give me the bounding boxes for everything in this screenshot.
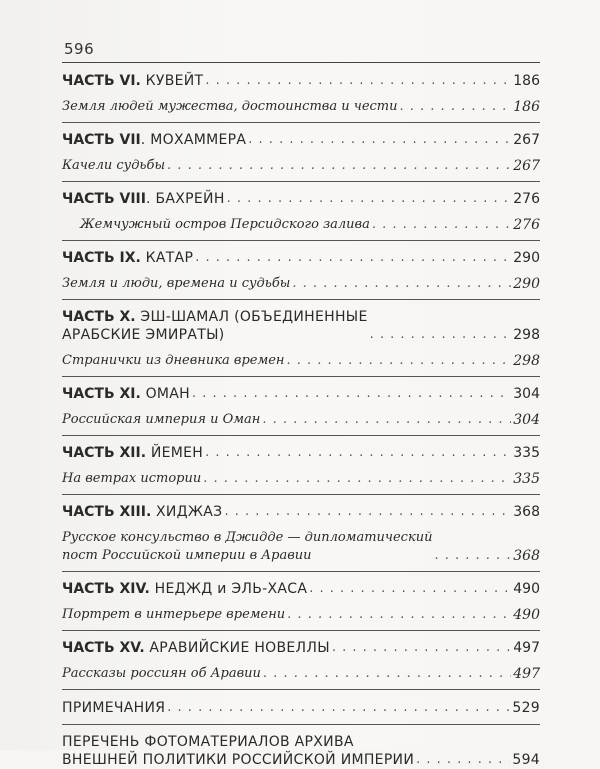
leader-dots [205,72,511,90]
toc-chapter-8 [62,212,540,241]
leader-dots [372,216,511,234]
part-label: ЧАСТЬ XV. [62,640,145,656]
part-name: ХИДЖАЗ [151,504,223,520]
part-label: ЧАСТЬ X. [62,309,136,325]
section-title-continued: ВНЕШНЕЙ ПОЛИТИКИ РОССИЙСКОЙ ИМПЕРИИ [62,752,415,768]
page-ref: 497 [513,666,540,682]
part-name: АРАВИЙСКИЕ НОВЕЛЛЫ [144,640,330,656]
toc-part-7 [62,123,540,153]
page-ref: 290 [513,276,540,292]
page-ref: 368 [513,548,540,564]
page-ref: 298 [513,353,540,369]
toc-chapter-15 [62,661,540,690]
toc-part-11 [62,377,540,407]
part-name: КАТАР [140,250,194,266]
toc-chapter-9 [62,271,540,300]
toc-chapter-12 [62,466,540,495]
page-ref: 529 [512,700,540,716]
page-ref: 490 [513,607,540,623]
page-ref: 186 [513,99,540,115]
leader-dots [192,385,511,403]
toc-chapter-14 [62,602,540,631]
toc-part-15 [62,631,540,661]
part-label: ЧАСТЬ VII [62,132,141,148]
toc-part-14 [62,572,540,602]
leader-dots [370,326,512,344]
part-name: ЭШ-ШАМАЛ (ОБЪЕДИНЕННЫЕ [135,309,368,325]
page-ref: 368 [513,504,540,520]
chapter-title: На ветрах истории [62,471,202,486]
part-name: ОМАН [140,386,190,402]
page-ref: 594 [512,752,540,768]
section-title: ПРИМЕЧАНИЯ [62,700,166,716]
part-label: ЧАСТЬ VI. [62,73,141,89]
toc-notes [62,690,540,725]
chapter-title: Портрет в интерьере времени [62,607,286,622]
toc-chapter-7 [62,153,540,182]
page-ref: 267 [513,132,540,148]
part-label: ЧАСТЬ XIII. [62,504,152,520]
chapter-title: Жемчужный остров Персидского залива [80,217,370,232]
leader-dots [227,190,512,208]
leader-dots [248,131,511,149]
section-title: ПЕРЕЧЕНЬ ФОТОМАТЕРИАЛОВ АРХИВА [62,734,354,750]
leader-dots [287,352,512,370]
table-of-contents [62,64,540,769]
chapter-title: Рассказы россиян об Аравии [62,666,261,681]
part-label: ЧАСТЬ VIII [62,191,146,207]
leader-dots [332,639,511,657]
leader-dots [400,98,512,116]
leader-dots [287,606,511,624]
leader-dots [205,444,511,462]
leader-dots [262,411,511,429]
page-number: 596 [64,40,95,58]
part-label: ЧАСТЬ XI. [62,386,141,402]
toc-part-6 [62,64,540,94]
chapter-title: Русское консульство в Джидде — дипломатический [62,530,433,545]
page-ref: 186 [513,73,540,89]
leader-dots [434,547,511,565]
page-ref: 335 [513,471,540,487]
chapter-title-continued: пост Российской империи в Аравии [62,548,312,563]
page-ref: 298 [513,327,540,343]
toc-part-8 [62,182,540,212]
leader-dots [263,665,511,683]
leader-dots [416,751,510,769]
part-name-continued: АРАБСКИЕ ЭМИРАТЫ) [62,327,225,343]
header-rule [62,62,540,63]
leader-dots [167,699,510,717]
page-ref: 490 [513,581,540,597]
page-ref: 497 [513,640,540,656]
toc-part-10 [62,300,540,348]
toc-chapter-13 [62,525,540,572]
leader-dots [167,157,511,175]
page-ref: 290 [513,250,540,266]
toc-photo-list [62,725,540,769]
chapter-title: Земля и люди, времена и судьбы [62,276,291,291]
page-ref: 267 [513,158,540,174]
part-name: . МОХАММЕРА [140,132,247,148]
toc-part-13 [62,495,540,525]
page-ref: 335 [513,445,540,461]
leader-dots [309,580,511,598]
part-label: ЧАСТЬ IX. [62,250,141,266]
part-name: КУВЕЙТ [140,73,204,89]
part-name: . БАХРЕЙН [145,191,225,207]
chapter-title: Земля людей мужества, достоинства и чести [62,99,398,114]
leader-dots [224,503,511,521]
leader-dots [203,470,511,488]
part-label: ЧАСТЬ XIV. [62,581,150,597]
toc-part-12 [62,436,540,466]
toc-chapter-11 [62,407,540,436]
toc-chapter-6 [62,94,540,123]
toc-part-9 [62,241,540,271]
part-name: ЙЕМЕН [146,445,204,461]
toc-chapter-10 [62,348,540,377]
page-ref: 304 [513,412,540,428]
page-ref: 276 [513,217,540,233]
leader-dots [195,249,511,267]
chapter-title: Российская империя и Оман [62,412,261,427]
leader-dots [292,275,511,293]
page-ref: 304 [513,386,540,402]
part-label: ЧАСТЬ XII. [62,445,147,461]
chapter-title: Странички из дневника времен [62,353,285,368]
part-name: НЕДЖД и ЭЛЬ-ХАСА [149,581,308,597]
page-ref: 276 [513,191,540,207]
chapter-title: Качели судьбы [62,158,166,173]
